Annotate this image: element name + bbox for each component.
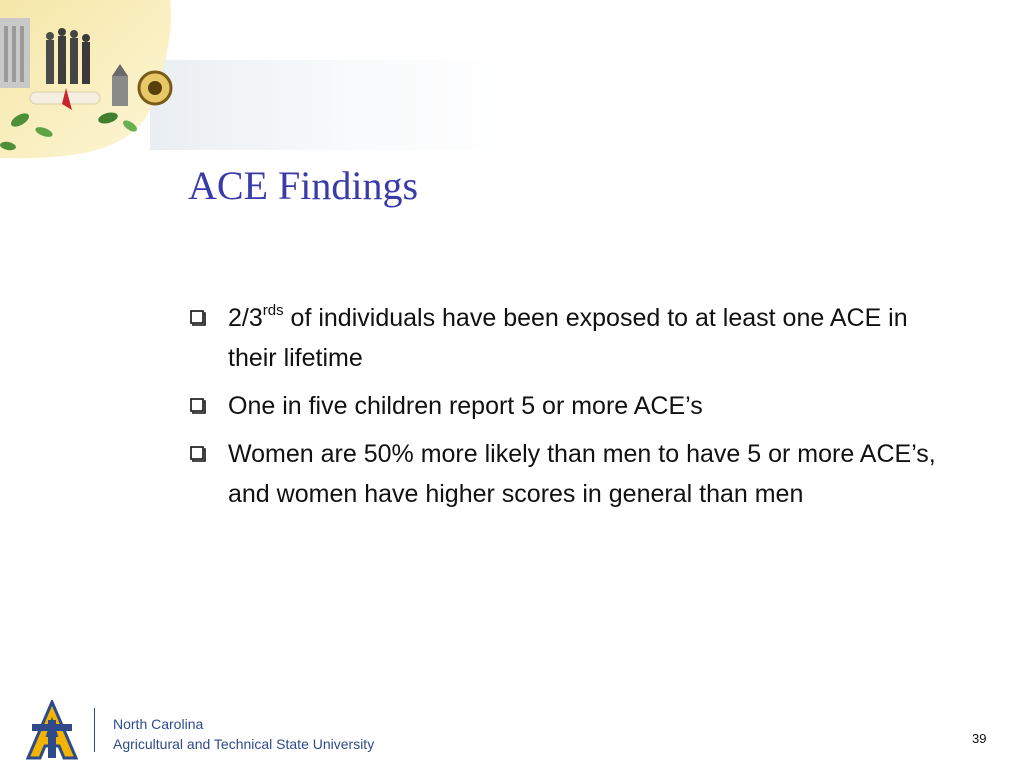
bullet-text: Women are 50% more likely than men to have 5 or more ACE’s, and women have higher scores in general than men xyxy=(228,440,936,508)
bullet-item xyxy=(188,434,948,514)
slide-title: ACE Findings xyxy=(188,163,419,208)
university-line-1: North Carolina xyxy=(113,716,204,732)
bullet-list xyxy=(188,298,948,522)
bullet-text: of individuals have been exposed to at least one ACE in their lifetime xyxy=(228,304,908,372)
university-name xyxy=(113,714,374,754)
campus-collage-banner xyxy=(0,0,620,160)
bullet-fraction: 2/3 xyxy=(228,304,263,332)
bullet-text: One in five children report 5 or more ACE’s xyxy=(228,392,703,420)
checkbox-square-icon xyxy=(190,398,206,414)
bullet-superscript: rds xyxy=(262,301,284,319)
checkbox-square-icon xyxy=(190,310,206,326)
university-line-2: Agricultural and Technical State University xyxy=(113,736,375,752)
aggie-a-logo-icon xyxy=(26,700,78,760)
bullet-item xyxy=(188,386,948,426)
bullet-item xyxy=(188,298,948,378)
checkbox-square-icon xyxy=(190,446,206,462)
page-number: 39 xyxy=(972,731,987,746)
footer-divider xyxy=(94,708,95,752)
